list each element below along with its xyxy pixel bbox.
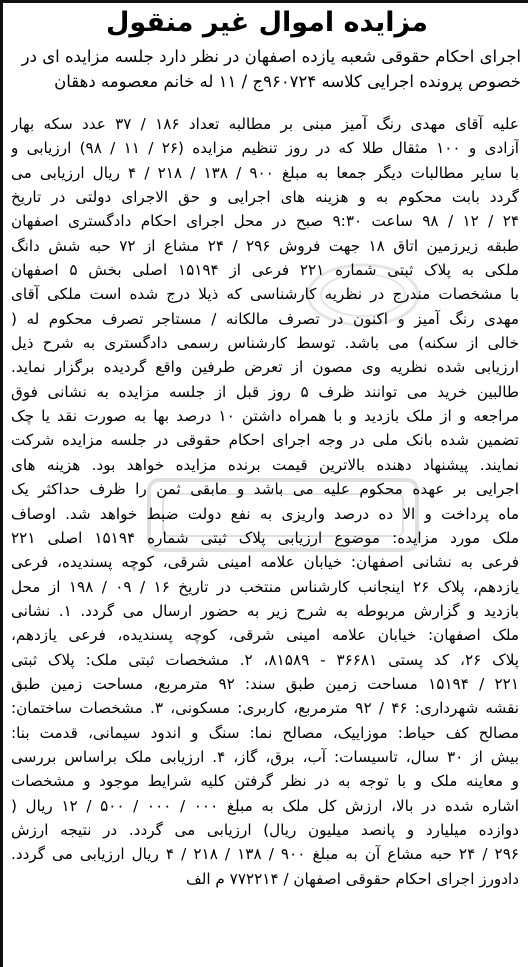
body-line: ماه پرداخت و الا ده درصد واریزی به نفع دولت ضبط خواهد شد. اوصاف <box>11 504 519 523</box>
notice-intro <box>13 44 521 94</box>
body-line: با سایر مطالبات دیگر جمعا به مبلغ ۹۰۰ / ۱۳۸ / ۲۱۸ / ۴ ریال ارزیابی می <box>11 163 519 182</box>
body-line: با مشخصات مندرج در نظریه کارشناسی که ذیلا درج شده است ملکی آقای <box>11 285 519 304</box>
top-border <box>3 0 528 3</box>
body-line: ملک مورد مزایده: موضوع ارزیابی پلاک ثبتی شماره ۱۵۱۹۴ اصلی ۲۲۱ <box>11 528 519 547</box>
signature-line: دادورز اجرای احکام حقوقی اصفهان / ۷۷۲۲۱۴ م الف <box>186 869 519 888</box>
body-line: مهدی رنگ آمیز و اکنون در تصرف مالکانه / مستاجر تصرف محکوم له ( <box>11 309 519 328</box>
body-line: علیه آقای مهدی رنگ آمیز مبنی بر مطالبه تعداد ۱۸۶ / ۳۷ عدد سکه بهار <box>11 115 519 133</box>
body-line: ملکی به پلاک ثبتی شماره ۲۲۱ فرعی از ۱۵۱۹۴ اصلی بخش ۵ اصفهان <box>11 261 519 280</box>
body-line: دوازده میلیارد و پانصد میلیون ریال) ارزیابی می گردد. در نتیجه ارزش <box>11 820 519 839</box>
body-line: ۲۹۶ / ۲۴ حبه مشاع آن به مبلغ ۹۰۰ / ۱۳۸ / ۲۱۸ / ۴ ریال ارزیابی می گردد. <box>11 845 519 864</box>
body-line: فرعی به نشانی اصفهان: خیابان علامه امینی شرقی، کوچه پسندیده، فرعی <box>11 553 519 572</box>
body-line: نمایند. پیشنهاد دهنده بالاترین قیمت برنده مزایده خواهد بود. هزینه های <box>11 455 519 474</box>
body-line: مراجعه و از ملک بازدید و با همراه داشتن ۱۰ درصد بها به صورت نقد یا چک <box>11 407 519 426</box>
body-line: یازدهم، پلاک ۲۶ اینجانب کارشناس منتخب در تاریخ ۱۶ / ۰۹ / ۱۹۸ از محل <box>11 577 519 596</box>
body-line: طالبین خرید می توانند ظرف ۵ روز قبل از جلسه مزایده به نشانی فوق <box>11 382 519 401</box>
body-line: بازدید و گزارش مربوطه به شرح زیر به حضور ارسال می گردد. ۱. نشانی <box>11 601 519 620</box>
intro-line: اجرای احکام حقوقی شعبه یازده اصفهان در نظر دارد جلسه مزایده ای در <box>21 47 521 66</box>
body-line: اشاره شده در بالا، ارزش کل ملک به مبلغ ۰۰۰ / ۰۰۰ / ۵۰۰ / ۱۲ ریال ( <box>11 796 519 815</box>
body-line: ۲۴ / ۱۲ / ۹۸ ساعت ۹:۳۰ صبح در محل اجرای احکام دادگستری اصفهان <box>11 212 519 231</box>
intro-line: خصوص پرونده اجرایی کلاسه ۹۶۰۷۲۴ج / ۱۱ له خانم معصومه دهقان <box>54 72 521 91</box>
body-line: پلاک ۲۶، کد پستی ۳۶۶۸۱ - ۸۱۵۸۹، ۲. مشخصات ثبتی ملک: پلاک ثبتی <box>11 650 519 669</box>
body-line: و معاینه ملک و با توجه به در نظر گرفتن کلیه شرایط موجود و مشخصات <box>11 772 519 791</box>
body-line: خالی از سکنه) می باشد. توسط کارشناس رسمی دادگستری به شرح ذیل <box>11 334 519 353</box>
body-line: بیش از ۳۰ سال، تاسیسات: آب، برق، گاز، ۴. ارزیابی ملک براساس بررسی <box>11 747 519 766</box>
body-line: ملک اصفهان: خیابان علامه امینی شرقی، کوچه پسندیده، فرعی یازدهم، <box>11 626 519 645</box>
body-line: تضمین شده بانک ملی در وجه اجرای احکام حقوقی در جلسه مزایده شرکت <box>11 431 519 450</box>
body-line: نقشه شهرداری: ۴۶ / ۹۲ مترمربع، کاربری: مسکونی، ۳. مشخصات ساختمان: <box>11 699 519 718</box>
body-line: آزادی و ۱۰۰ مثقال طلا که در روز تنظیم مزایده (۲۶ / ۱۱ / ۹۸) ارزیابی و <box>11 139 519 158</box>
body-line: طبقه زیرزمین اتاق ۱۸ جهت فروش ۲۹۶ / ۲۴ مشاع از ۷۲ حبه شش دانگ <box>11 236 519 255</box>
body-line: گردد بابت محکوم به و هزینه های اجرایی و حق الاجرای دولتی در تاریخ <box>11 188 519 207</box>
body-line: ۲۲۱ / ۱۵۱۹۴ مساحت زمین طبق سند: ۹۲ مترمربع، مساحت زمین طبق <box>11 674 519 693</box>
body-line: مصالح کف حیاط: موزاییک، مصالح نما: سنگ و اندود سیمانی، قدمت بنا: <box>11 723 519 742</box>
notice-body <box>11 112 519 891</box>
body-line: اجرایی بر عهده محکوم علیه می باشد و مابقی ثمن را ظرف حداکثر یک <box>11 480 519 499</box>
body-line: ارزیابی شده نظریه وی مصون از تعرض طرفین واقع گردیده برگزار نماید. <box>11 358 519 377</box>
notice-title: مزایده اموال غیر منقول <box>105 7 428 38</box>
